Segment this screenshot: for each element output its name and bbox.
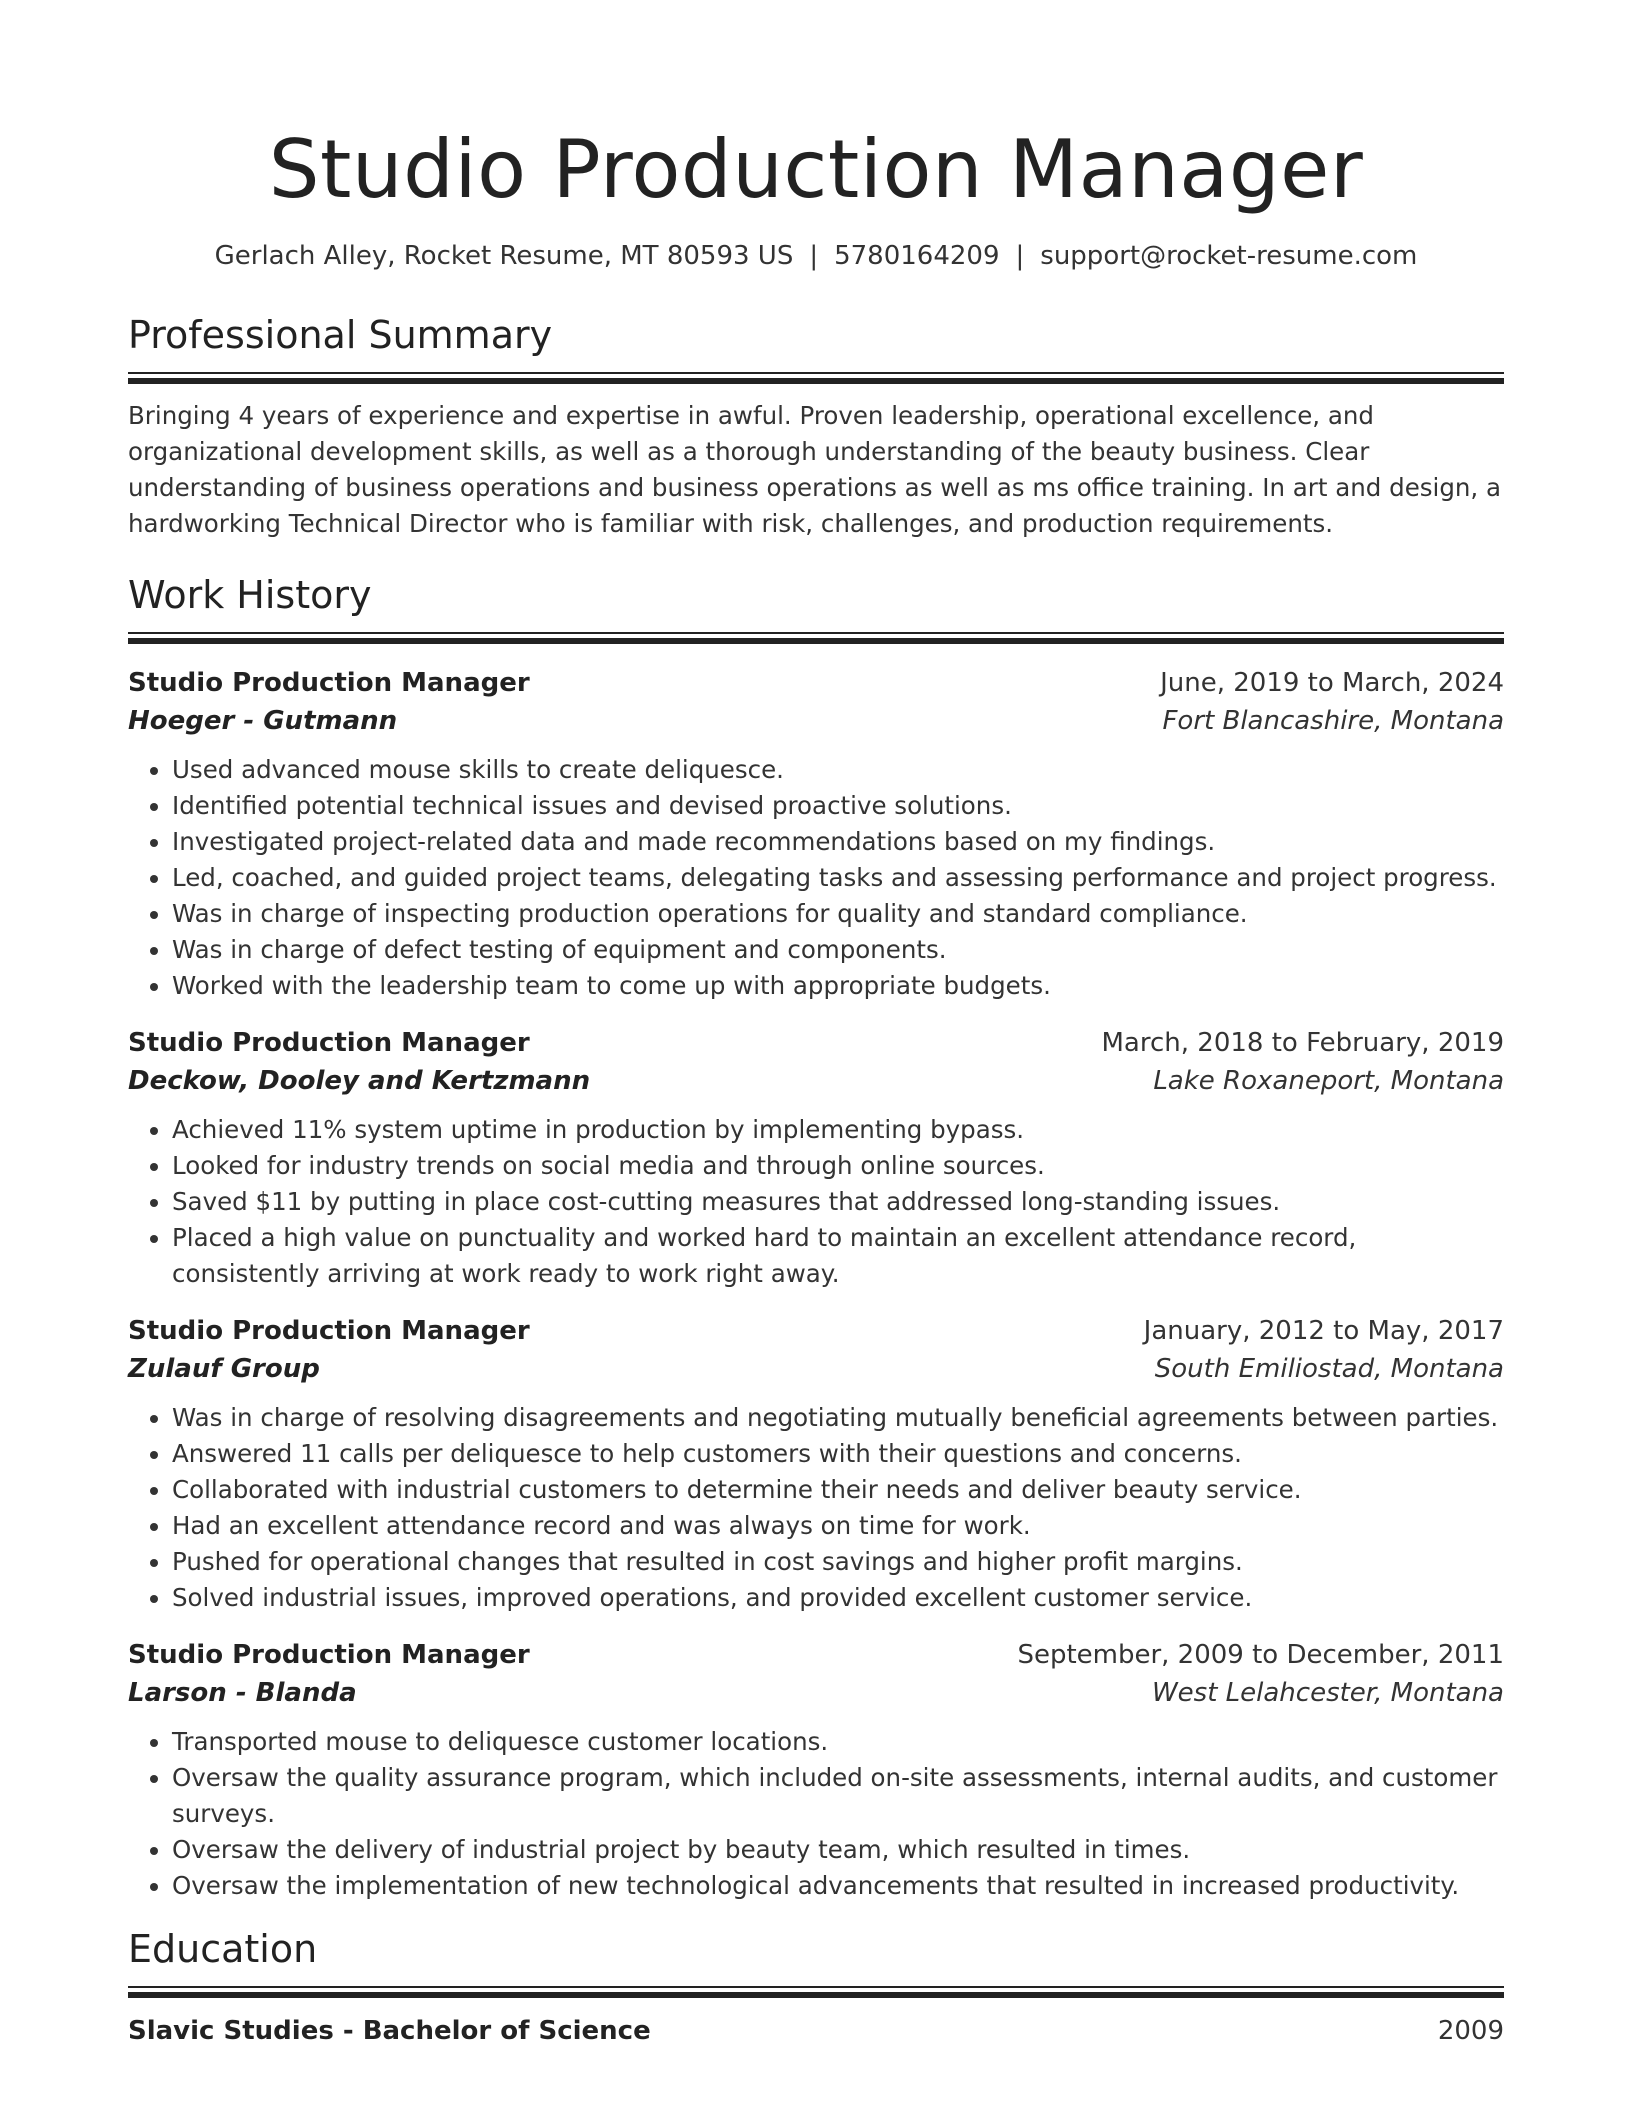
job-header-row xyxy=(128,664,1504,702)
education-degree: Slavic Studies - Bachelor of Science xyxy=(128,2016,651,2046)
job-title: Studio Production Manager xyxy=(128,668,530,698)
job-location: West Lelahcester, Montana xyxy=(1151,1678,1504,1708)
job-location: South Emiliostad, Montana xyxy=(1154,1354,1504,1384)
job-bullet: • Transported mouse to deliquesce customer locations. xyxy=(172,1724,1504,1760)
contact-address: Gerlach Alley, Rocket Resume, MT 80593 US xyxy=(214,241,794,271)
job-bullet: • Oversaw the quality assurance program, which included on-site assessments, internal audits, and customer surveys. xyxy=(172,1760,1504,1832)
job-title: Studio Production Manager xyxy=(128,1316,530,1346)
job-bullet: • Used advanced mouse skills to create deliquesce. xyxy=(172,752,1504,788)
job-location: Lake Roxaneport, Montana xyxy=(1153,1066,1504,1096)
education-entry xyxy=(128,2012,1504,2050)
job-bullet-list xyxy=(128,1112,1504,1292)
contact-separator: | xyxy=(1015,241,1025,271)
job-header-row xyxy=(128,1312,1504,1350)
job-bullet: • Answered 11 calls per deliquesce to help customers with their questions and concerns. xyxy=(172,1436,1504,1472)
job-bullet: • Investigated project-related data and made recommendations based on my findings. xyxy=(172,824,1504,860)
work-history-heading: Work History xyxy=(128,573,372,617)
job-bullet: • Achieved 11% system uptime in production by implementing bypass. xyxy=(172,1112,1504,1148)
job-dates: March, 2018 to February, 2019 xyxy=(1101,1028,1504,1058)
job-entry xyxy=(128,1636,1504,1904)
summary-heading: Professional Summary xyxy=(128,313,553,357)
job-dates: January, 2012 to May, 2017 xyxy=(1143,1316,1504,1346)
education-heading: Education xyxy=(128,1927,318,1971)
job-dates: September, 2009 to December, 2011 xyxy=(1017,1640,1504,1670)
job-bullet: • Was in charge of defect testing of equipment and components. xyxy=(172,932,1504,968)
job-bullet: • Was in charge of resolving disagreements and negotiating mutually beneficial agreements between parties. xyxy=(172,1400,1504,1436)
job-company: Zulauf Group xyxy=(128,1354,320,1384)
job-header-row xyxy=(128,1636,1504,1674)
section-divider xyxy=(128,372,1504,384)
job-header-row xyxy=(128,1024,1504,1062)
job-bullet-list xyxy=(128,1400,1504,1616)
job-company: Deckow, Dooley and Kertzmann xyxy=(128,1066,591,1096)
resume-page xyxy=(128,0,1504,2050)
job-bullet: • Identified potential technical issues and devised proactive solutions. xyxy=(172,788,1504,824)
job-company-row xyxy=(128,1062,1504,1100)
section-divider xyxy=(128,1986,1504,1998)
job-bullet: • Solved industrial issues, improved operations, and provided excellent customer service. xyxy=(172,1580,1504,1616)
contact-line xyxy=(128,236,1504,276)
job-bullet: • Led, coached, and guided project teams, delegating tasks and assessing performance and project progress. xyxy=(172,860,1504,896)
work-history-list xyxy=(128,664,1504,1904)
education-year: 2009 xyxy=(1437,2016,1504,2046)
section-divider xyxy=(128,632,1504,644)
job-bullet-list xyxy=(128,1724,1504,1904)
contact-separator: | xyxy=(809,241,819,271)
job-bullet: • Had an excellent attendance record and was always on time for work. xyxy=(172,1508,1504,1544)
contact-email: support@rocket-resume.com xyxy=(1040,241,1418,271)
job-bullet: • Oversaw the delivery of industrial project by beauty team, which resulted in times. xyxy=(172,1832,1504,1868)
job-title: Studio Production Manager xyxy=(128,1028,530,1058)
job-entry xyxy=(128,1312,1504,1616)
job-bullet-list xyxy=(128,752,1504,1004)
job-bullet: • Collaborated with industrial customers to determine their needs and deliver beauty service. xyxy=(172,1472,1504,1508)
job-title: Studio Production Manager xyxy=(128,1640,530,1670)
job-company: Larson - Blanda xyxy=(128,1678,357,1708)
summary-text: Bringing 4 years of experience and expertise in awful. Proven leadership, operational excellence, and organizational development skills, as well as a thorough understanding of the beauty business. Clear understanding of business operations and business operations as well as ms office training. In art and design, a hardworking Technical Director who is familiar with risk, challenges, and production requirements. xyxy=(128,401,1502,538)
job-bullet: • Oversaw the implementation of new technological advancements that resulted in increased productivity. xyxy=(172,1868,1504,1904)
job-bullet: • Pushed for operational changes that resulted in cost savings and higher profit margins. xyxy=(172,1544,1504,1580)
job-company: Hoeger - Gutmann xyxy=(128,706,398,736)
contact-phone: 5780164209 xyxy=(834,241,1000,271)
job-bullet: • Looked for industry trends on social media and through online sources. xyxy=(172,1148,1504,1184)
job-dates: June, 2019 to March, 2024 xyxy=(1160,668,1504,698)
job-bullet: • Worked with the leadership team to come up with appropriate budgets. xyxy=(172,968,1504,1004)
job-entry xyxy=(128,664,1504,1004)
job-entry xyxy=(128,1024,1504,1292)
job-bullet: • Placed a high value on punctuality and worked hard to maintain an excellent attendance record, consistently arriving at work ready to work right away. xyxy=(172,1220,1504,1292)
job-company-row xyxy=(128,1674,1504,1712)
job-company-row xyxy=(128,1350,1504,1388)
job-location: Fort Blancashire, Montana xyxy=(1162,706,1504,736)
job-bullet: • Was in charge of inspecting production operations for quality and standard compliance. xyxy=(172,896,1504,932)
job-bullet: • Saved $11 by putting in place cost-cutting measures that addressed long-standing issues. xyxy=(172,1184,1504,1220)
job-company-row xyxy=(128,702,1504,740)
resume-title: Studio Production Manager xyxy=(268,123,1364,216)
